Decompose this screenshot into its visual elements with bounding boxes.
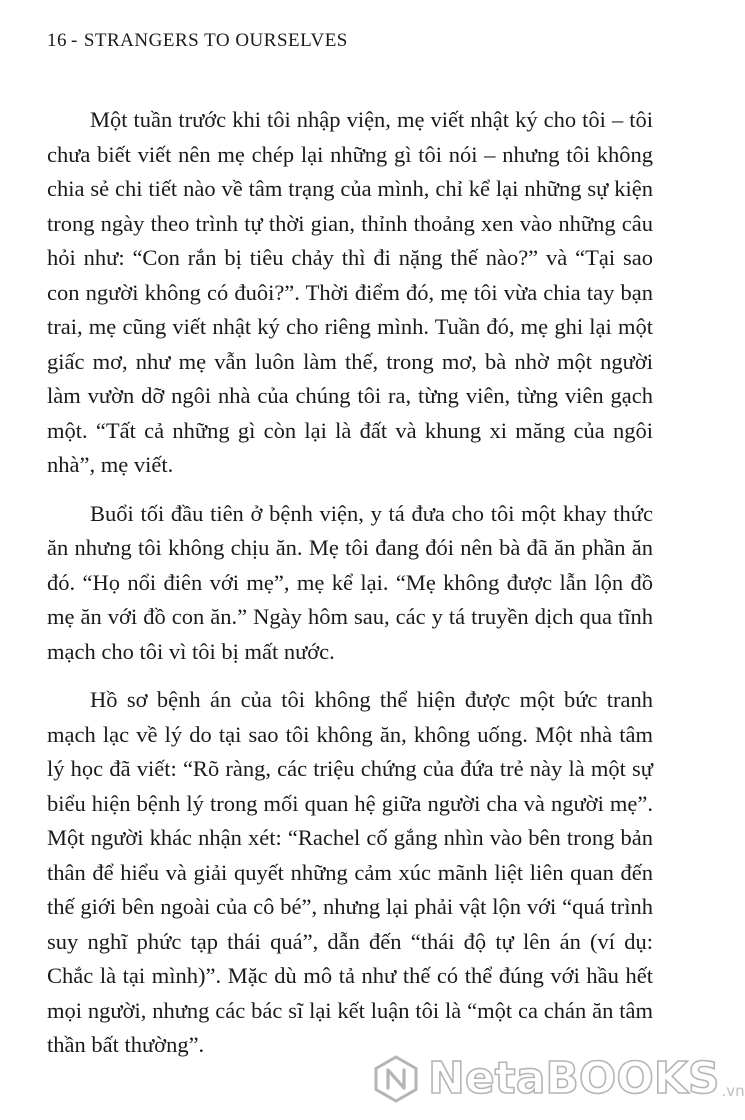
header-separator: - <box>71 30 78 51</box>
paragraph-2: Buổi tối đầu tiên ở bệnh viện, y tá đưa cho tôi một khay thức ăn nhưng tôi không chịu ăn. Mẹ tôi đang đói nên bà đã ăn phần ăn đó. “Họ nổi điên với mẹ”, mẹ kể lại. “Mẹ không được lẫn lộn đồ mẹ ăn với đồ con ăn.” Ngày hôm sau, các y tá truyền dịch qua tĩnh mạch cho tôi vì tôi bị mất nước. <box>47 500 653 664</box>
netabooks-watermark <box>372 1052 745 1106</box>
book-title: STRANGERS TO OURSELVES <box>83 30 348 51</box>
netabooks-logo-icon <box>372 1055 420 1103</box>
paragraph-3: Hồ sơ bệnh án của tôi không thể hiện được một bức tranh mạch lạc về lý do tại sao tôi không ăn, không uống. Một nhà tâm lý học đã viết: “Rõ ràng, các triệu chứng của đứa trẻ này là một sự biểu hiện bệnh lý trong mối quan hệ giữa người cha và người mẹ”. Một người khác nhận xét: “Rachel cố gắng nhìn vào bên trong bản thân để hiểu và giải quyết những cảm xúc mãnh liệt liên quan đến thế giới bên ngoài của cô bé”, nhưng lại phải vật lộn với “quá trình suy nghĩ phức tạp thái quá”, dẫn đến “thái độ tự lên án (ví dụ: Chắc là tại mình)”. Mặc dù mô tả như thế có thể đúng với hầu hết mọi người, nhưng các bác sĩ lại kết luận tôi là “một ca chán ăn tâm thần bất thường”. <box>47 687 653 1057</box>
watermark-tld: .vn <box>721 1082 745 1100</box>
paragraph-1: Một tuần trước khi tôi nhập viện, mẹ viết nhật ký cho tôi – tôi chưa biết viết nên mẹ chép lại những gì tôi nói – nhưng tôi không chia sẻ chi tiết nào về tâm trạng của mình, chỉ kể lại những sự kiện trong ngày theo trình tự thời gian, thỉnh thoảng xen vào những câu hỏi như: “Con rắn bị tiêu chảy thì đi nặng thế nào?” và “Tại sao con người không có đuôi?”. Thời điểm đó, mẹ tôi vừa chia tay bạn trai, mẹ cũng viết nhật ký cho riêng mình. Tuần đó, mẹ ghi lại một giấc mơ, như mẹ vẫn luôn làm thế, trong mơ, bà nhờ một người làm vườn dỡ ngôi nhà của chúng tôi ra, từng viên, từng viên gạch một. “Tất cả những gì còn lại là đất và khung xi măng của ngôi nhà”, mẹ viết. <box>47 107 653 477</box>
watermark-text: NetaBOOKS <box>428 1053 720 1104</box>
page-number: 16 <box>47 30 67 51</box>
running-header <box>47 30 348 52</box>
body-text <box>47 103 653 1077</box>
